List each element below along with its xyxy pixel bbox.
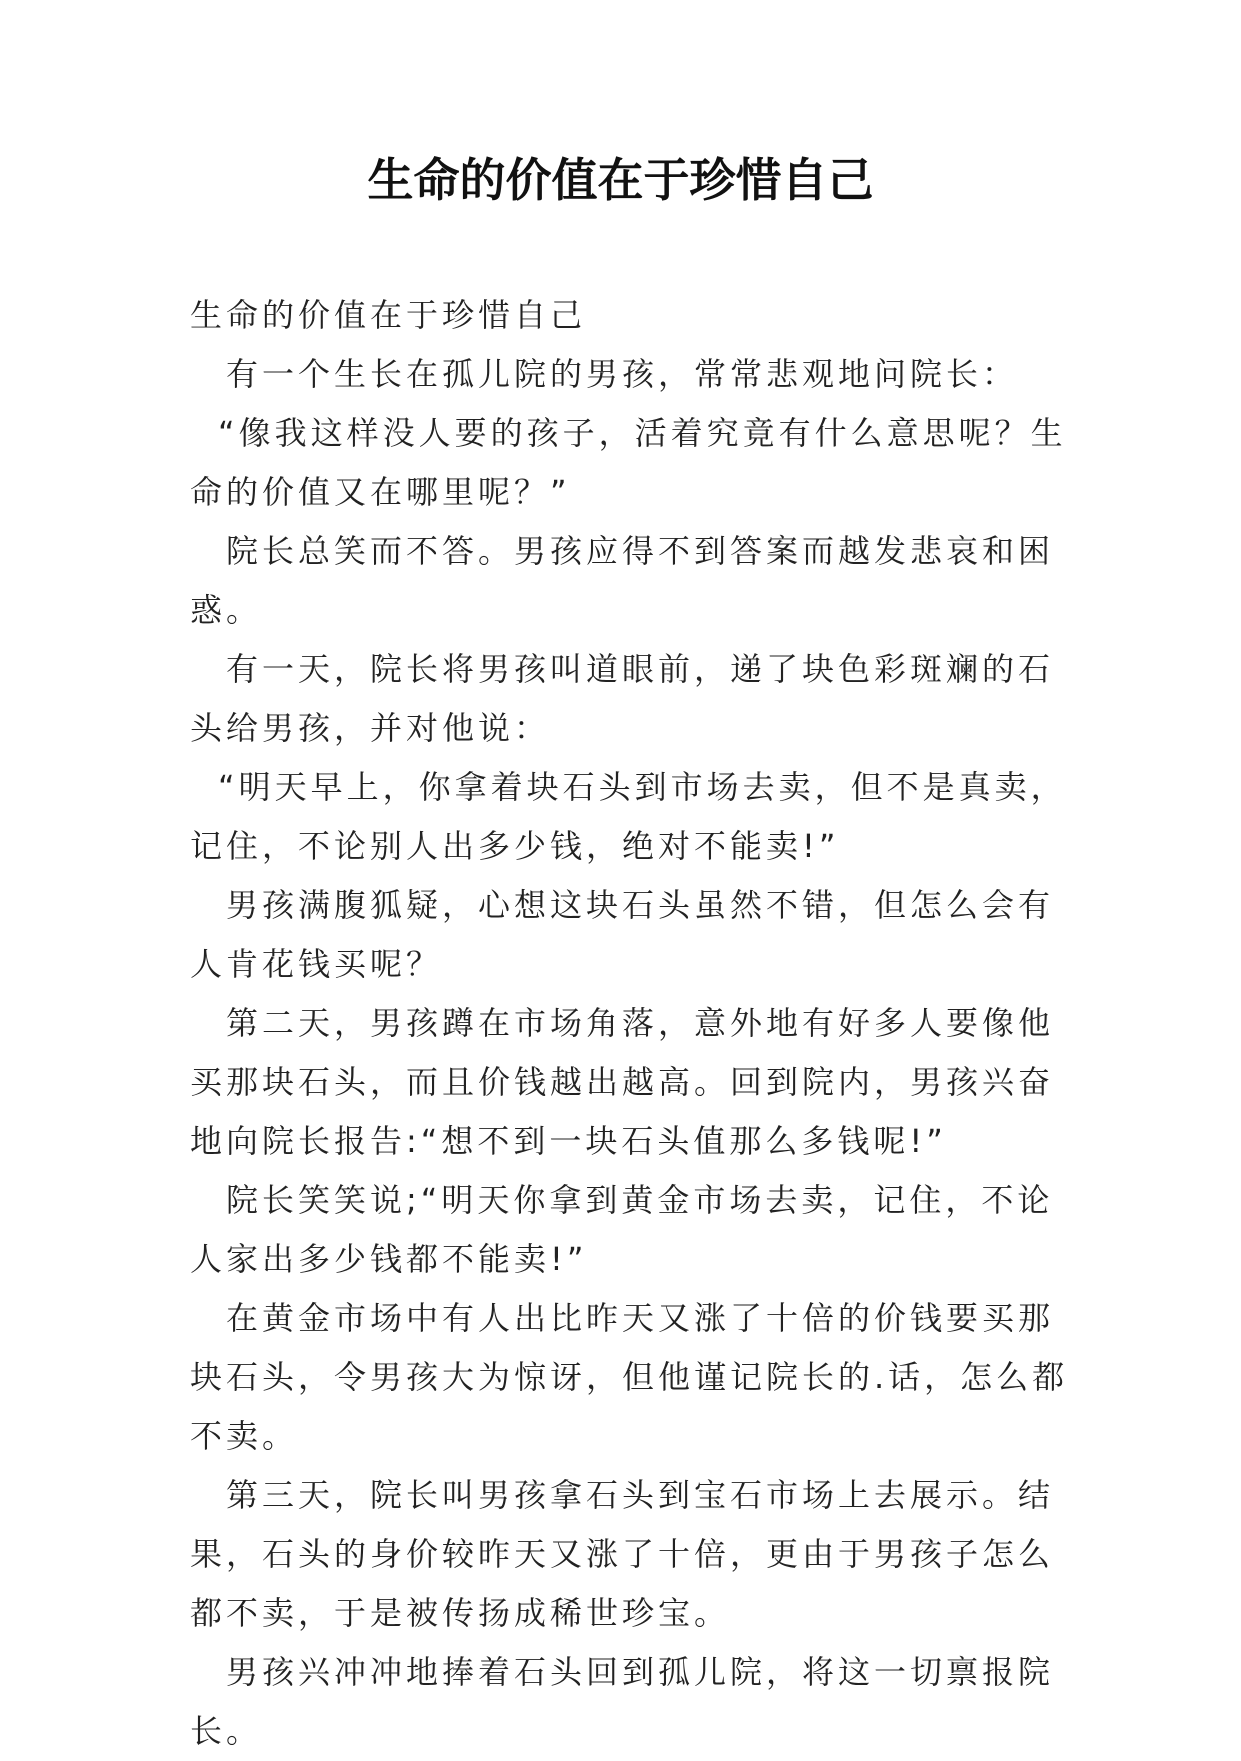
paragraph: 有一个生长在孤儿院的男孩，常常悲观地问院长： [226,355,1019,393]
document-title: 生命的价值在于珍惜自己 [367,153,874,207]
paragraph: 有一天，院长将男孩叫道眼前，递了块色彩斑斓的石头给男孩，并对他说： [190,650,1055,747]
paragraph: 院长笑笑说;“明天你拿到黄金市场去卖，记住，不论人家出多少钱都不能卖!” [190,1181,1054,1278]
paragraph: “像我这样没人要的孩子，活着究竟有什么意思呢？生命的价值又在哪里呢？” [190,414,1067,511]
paragraph: 第二天，男孩蹲在市场角落，意外地有好多人要像他买那块石头，而且价钱越出越高。回到院内，男孩兴奋地向院长报告:“想不到一块石头值那么多钱呢!” [190,1004,1055,1160]
paragraph: 男孩满腹狐疑，心想这块石头虽然不错，但怎么会有人肯花钱买呢？ [190,886,1055,983]
paragraph: “明天早上，你拿着块石头到市场去卖，但不是真卖，记住，不论别人出多少钱，绝对不能卖!” [190,768,1067,865]
document-body [190,286,1070,1761]
paragraph: 院长总笑而不答。男孩应得不到答案而越发悲哀和困惑。 [190,532,1055,629]
paragraph: 第三天，院长叫男孩拿石头到宝石市场上去展示。结果，石头的身价较昨天又涨了十倍，更由于男孩子怎么都不卖，于是被传扬成稀世珍宝。 [190,1476,1055,1632]
paragraph: 男孩兴冲冲地捧着石头回到孤儿院，将这一切禀报院长。 [190,1653,1055,1750]
paragraph: 在黄金市场中有人出比昨天又涨了十倍的价钱要买那块石头，令男孩大为惊讶，但他谨记院长的.话，怎么都不卖。 [190,1299,1069,1455]
paragraph-heading: 生命的价值在于珍惜自己 [190,296,587,334]
